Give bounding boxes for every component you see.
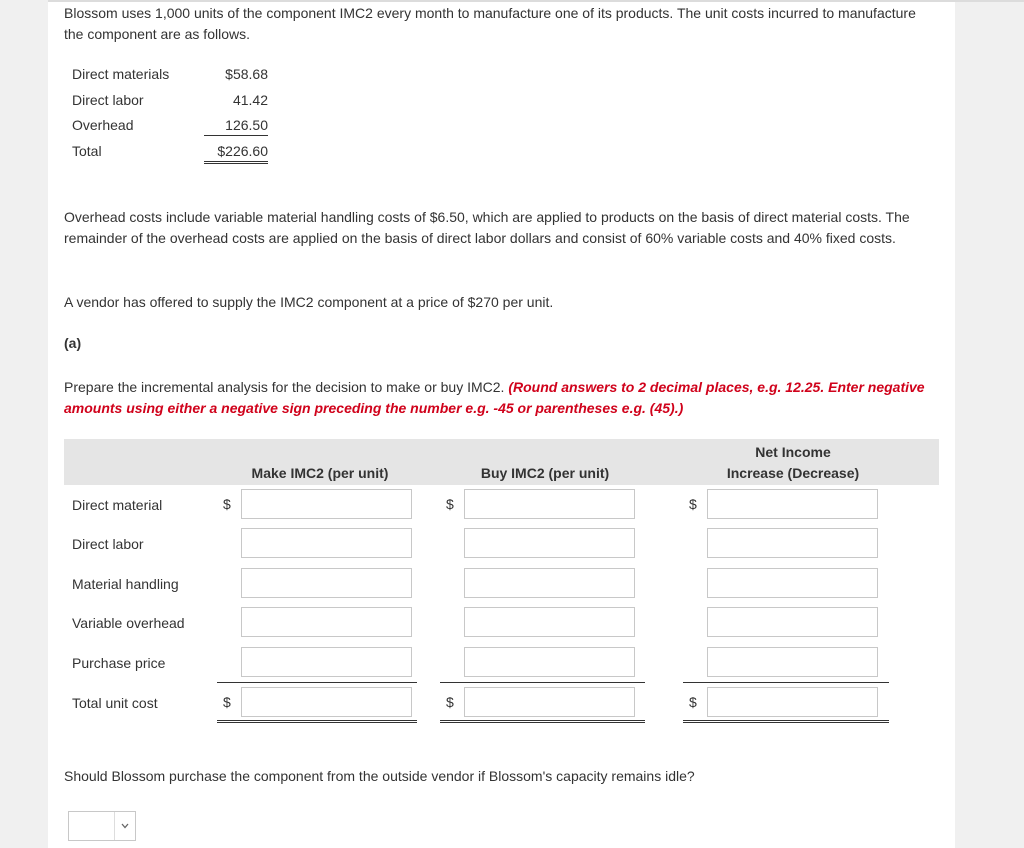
buy-direct-material-input[interactable] [464,489,635,519]
buy-material-handling-input[interactable] [464,568,635,598]
cost-value: $58.68 [225,66,268,82]
currency-symbol: $ [689,694,697,710]
cost-value: 126.50 [204,117,268,136]
make-material-handling-input[interactable] [241,568,412,598]
make-total-unit-cost-input[interactable] [241,687,412,717]
column-header-net-line2: Increase (Decrease) [726,465,860,481]
subtotal-rule [440,682,645,683]
net-direct-material-input[interactable] [707,489,878,519]
net-total-unit-cost-input[interactable] [707,687,878,717]
subtotal-rule [683,682,889,683]
row-label-variable-overhead: Variable overhead [72,615,185,631]
net-purchase-price-input[interactable] [707,647,878,677]
net-material-handling-input[interactable] [707,568,878,598]
net-direct-labor-input[interactable] [707,528,878,558]
currency-symbol: $ [223,694,231,710]
instruction [64,377,944,419]
currency-symbol: $ [446,496,454,512]
part-label: (a) [64,335,82,351]
row-label-material-handling: Material handling [72,576,179,592]
intro-text: Blossom uses 1,000 units of the component IMC2 every month to manufacture one of its products. The unit costs incurred to manufacture the component are as follows. [64,5,916,42]
cost-label: Overhead [72,117,134,133]
instruction-note: (Round answers to 2 decimal places, e.g. 12.25. Enter negative amounts using either a negative sign preceding the number e.g. -45 or parentheses e.g. (45).) [64,379,925,416]
chevron-down-icon[interactable] [114,812,135,840]
column-header-buy: Buy IMC2 (per unit) [480,465,610,481]
make-direct-labor-input[interactable] [241,528,412,558]
overhead-note: Overhead costs include variable material handling costs of $6.50, which are applied to products on the basis of direct material costs. The remainder of the overhead costs are applied on the basis of direct labor dollars and consist of 60% variable costs and 40% fixed costs. [64,209,910,246]
vendor-note: A vendor has offered to supply the IMC2 component at a price of $270 per unit. [64,294,554,310]
cost-label: Direct materials [72,66,170,82]
column-header-net-line1: Net Income [755,444,831,460]
instruction-text: Prepare the incremental analysis for the decision to make or buy IMC2. [64,379,505,395]
row-label-total-unit-cost: Total unit cost [72,695,158,711]
row-label-direct-material: Direct material [72,497,163,513]
row-label-purchase-price: Purchase price [72,655,166,671]
total-double-rule [440,720,645,723]
cost-value: 41.42 [232,91,268,108]
currency-symbol: $ [223,496,231,512]
answer-dropdown[interactable] [68,811,136,841]
cost-total-value: $226.60 [204,143,268,164]
cost-label: Total [72,142,102,159]
cost-label: Direct labor [72,91,144,108]
column-header-make: Make IMC2 (per unit) [251,465,389,481]
net-variable-overhead-input[interactable] [707,607,878,637]
buy-total-unit-cost-input[interactable] [464,687,635,717]
question-text: Should Blossom purchase the component from the outside vendor if Blossom's capacity remains idle? [64,768,695,784]
total-double-rule [217,720,417,723]
buy-direct-labor-input[interactable] [464,528,635,558]
buy-purchase-price-input[interactable] [464,647,635,677]
make-purchase-price-input[interactable] [241,647,412,677]
total-double-rule [683,720,889,723]
buy-variable-overhead-input[interactable] [464,607,635,637]
row-label-direct-labor: Direct labor [72,536,144,552]
make-direct-material-input[interactable] [241,489,412,519]
top-divider [48,0,1024,2]
currency-symbol: $ [689,496,697,512]
currency-symbol: $ [446,694,454,710]
subtotal-rule [217,682,417,683]
make-variable-overhead-input[interactable] [241,607,412,637]
